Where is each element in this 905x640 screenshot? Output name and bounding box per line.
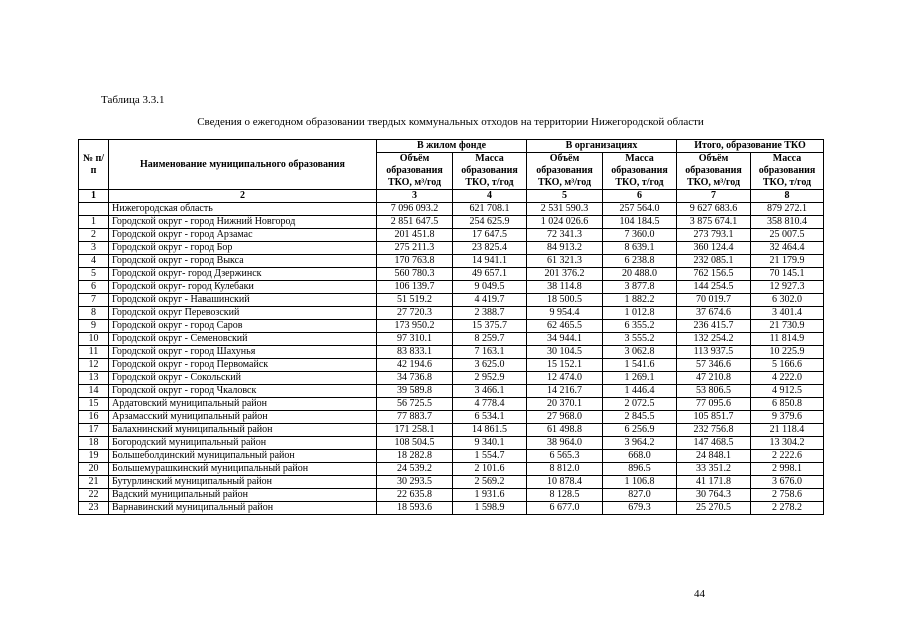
volume-total: 360 124.4 bbox=[677, 242, 751, 255]
mass-total: 21 730.9 bbox=[751, 320, 824, 333]
mass-orgs: 8 639.1 bbox=[603, 242, 677, 255]
mass-housing: 14 861.5 bbox=[453, 424, 527, 437]
volume-orgs: 27 968.0 bbox=[527, 411, 603, 424]
mass-orgs: 1 012.8 bbox=[603, 307, 677, 320]
volume-orgs: 38 114.8 bbox=[527, 281, 603, 294]
volume-total: 147 468.5 bbox=[677, 437, 751, 450]
volume-total: 37 674.6 bbox=[677, 307, 751, 320]
mass-orgs: 1 269.1 bbox=[603, 372, 677, 385]
volume-total: 41 171.8 bbox=[677, 476, 751, 489]
volume-housing: 97 310.1 bbox=[377, 333, 453, 346]
volume-total: 144 254.5 bbox=[677, 281, 751, 294]
volume-total: 70 019.7 bbox=[677, 294, 751, 307]
mass-orgs: 3 062.8 bbox=[603, 346, 677, 359]
mass-orgs: 827.0 bbox=[603, 489, 677, 502]
volume-housing: 27 720.3 bbox=[377, 307, 453, 320]
row-name: Городской округ - Сокольский bbox=[109, 372, 377, 385]
volume-orgs: 30 104.5 bbox=[527, 346, 603, 359]
row-number: 22 bbox=[79, 489, 109, 502]
volume-orgs: 10 878.4 bbox=[527, 476, 603, 489]
table-body bbox=[79, 203, 824, 515]
volume-total: 236 415.7 bbox=[677, 320, 751, 333]
row-number: 12 bbox=[79, 359, 109, 372]
volume-orgs: 201 376.2 bbox=[527, 268, 603, 281]
volume-housing: 560 780.3 bbox=[377, 268, 453, 281]
table-row bbox=[79, 307, 824, 320]
row-name: Городской округ - город Саров bbox=[109, 320, 377, 333]
row-number: 15 bbox=[79, 398, 109, 411]
mass-housing: 2 569.2 bbox=[453, 476, 527, 489]
mass-total: 6 850.8 bbox=[751, 398, 824, 411]
volume-orgs: 2 531 590.3 bbox=[527, 203, 603, 216]
volume-total: 57 346.6 bbox=[677, 359, 751, 372]
mass-housing: 1 598.9 bbox=[453, 502, 527, 515]
mass-orgs: 1 106.8 bbox=[603, 476, 677, 489]
mass-total: 3 401.4 bbox=[751, 307, 824, 320]
tko-table bbox=[78, 139, 824, 515]
mass-total: 2 998.1 bbox=[751, 463, 824, 476]
row-name: Городской округ - Семеновский bbox=[109, 333, 377, 346]
mass-housing: 8 259.7 bbox=[453, 333, 527, 346]
mass-housing: 4 419.7 bbox=[453, 294, 527, 307]
header-group-total: Итого, образование ТКО bbox=[677, 140, 824, 153]
mass-housing: 17 647.5 bbox=[453, 229, 527, 242]
mass-total: 4 912.5 bbox=[751, 385, 824, 398]
row-name: Городской округ - город Первомайск bbox=[109, 359, 377, 372]
table-row bbox=[79, 346, 824, 359]
row-number bbox=[79, 203, 109, 216]
mass-total: 70 145.1 bbox=[751, 268, 824, 281]
row-name: Городской округ - город Нижний Новгород bbox=[109, 216, 377, 229]
volume-orgs: 6 565.3 bbox=[527, 450, 603, 463]
mass-orgs: 1 541.6 bbox=[603, 359, 677, 372]
row-name: Большеболдинский муниципальный район bbox=[109, 450, 377, 463]
column-number: 4 bbox=[453, 190, 527, 203]
table-row bbox=[79, 398, 824, 411]
mass-orgs: 20 488.0 bbox=[603, 268, 677, 281]
volume-housing: 2 851 647.5 bbox=[377, 216, 453, 229]
row-name: Бутурлинский муниципальный район bbox=[109, 476, 377, 489]
volume-orgs: 8 128.5 bbox=[527, 489, 603, 502]
mass-housing: 1 931.6 bbox=[453, 489, 527, 502]
table-row bbox=[79, 372, 824, 385]
mass-total: 21 179.9 bbox=[751, 255, 824, 268]
volume-housing: 51 519.2 bbox=[377, 294, 453, 307]
row-number: 13 bbox=[79, 372, 109, 385]
volume-total: 232 085.1 bbox=[677, 255, 751, 268]
mass-housing: 2 388.7 bbox=[453, 307, 527, 320]
mass-orgs: 1 882.2 bbox=[603, 294, 677, 307]
mass-housing: 23 825.4 bbox=[453, 242, 527, 255]
volume-orgs: 6 677.0 bbox=[527, 502, 603, 515]
volume-total: 113 937.5 bbox=[677, 346, 751, 359]
mass-orgs: 6 256.9 bbox=[603, 424, 677, 437]
table-row bbox=[79, 294, 824, 307]
row-number: 7 bbox=[79, 294, 109, 307]
mass-total: 879 272.1 bbox=[751, 203, 824, 216]
table-row bbox=[79, 333, 824, 346]
header-mass-total: Масса образования ТКО, т/год bbox=[751, 153, 824, 190]
table-row bbox=[79, 229, 824, 242]
row-name: Богородский муниципальный район bbox=[109, 437, 377, 450]
row-number: 21 bbox=[79, 476, 109, 489]
volume-total: 132 254.2 bbox=[677, 333, 751, 346]
mass-housing: 9 049.5 bbox=[453, 281, 527, 294]
mass-orgs: 3 877.8 bbox=[603, 281, 677, 294]
mass-housing: 7 163.1 bbox=[453, 346, 527, 359]
row-name: Городской округ - город Шахунья bbox=[109, 346, 377, 359]
mass-orgs: 896.5 bbox=[603, 463, 677, 476]
table-row bbox=[79, 268, 824, 281]
mass-total: 10 225.9 bbox=[751, 346, 824, 359]
row-number: 3 bbox=[79, 242, 109, 255]
mass-housing: 254 625.9 bbox=[453, 216, 527, 229]
row-name: Балахнинский муниципальный район bbox=[109, 424, 377, 437]
mass-total: 4 222.0 bbox=[751, 372, 824, 385]
volume-housing: 170 763.8 bbox=[377, 255, 453, 268]
table-row bbox=[79, 242, 824, 255]
volume-total: 77 095.6 bbox=[677, 398, 751, 411]
volume-housing: 275 211.3 bbox=[377, 242, 453, 255]
row-number: 6 bbox=[79, 281, 109, 294]
volume-total: 33 351.2 bbox=[677, 463, 751, 476]
table-label: Таблица 3.3.1 bbox=[101, 94, 165, 106]
column-numbers-row bbox=[79, 190, 824, 203]
volume-orgs: 38 964.0 bbox=[527, 437, 603, 450]
table-row bbox=[79, 450, 824, 463]
volume-housing: 201 451.8 bbox=[377, 229, 453, 242]
mass-total: 11 814.9 bbox=[751, 333, 824, 346]
table-row bbox=[79, 216, 824, 229]
volume-total: 232 756.8 bbox=[677, 424, 751, 437]
mass-total: 32 464.4 bbox=[751, 242, 824, 255]
table-row bbox=[79, 255, 824, 268]
volume-total: 273 793.1 bbox=[677, 229, 751, 242]
volume-housing: 173 950.2 bbox=[377, 320, 453, 333]
volume-orgs: 72 341.3 bbox=[527, 229, 603, 242]
row-number: 11 bbox=[79, 346, 109, 359]
row-name: Городской округ- город Кулебаки bbox=[109, 281, 377, 294]
volume-housing: 30 293.5 bbox=[377, 476, 453, 489]
header-volume-housing: Объём образования ТКО, м³/год bbox=[377, 153, 453, 190]
row-number: 1 bbox=[79, 216, 109, 229]
volume-total: 47 210.8 bbox=[677, 372, 751, 385]
volume-total: 105 851.7 bbox=[677, 411, 751, 424]
mass-orgs: 1 446.4 bbox=[603, 385, 677, 398]
mass-orgs: 7 360.0 bbox=[603, 229, 677, 242]
table-row bbox=[79, 203, 824, 216]
row-name: Городской округ - Навашинский bbox=[109, 294, 377, 307]
volume-orgs: 61 321.3 bbox=[527, 255, 603, 268]
mass-total: 25 007.5 bbox=[751, 229, 824, 242]
row-name: Большемурашкинский муниципальный район bbox=[109, 463, 377, 476]
volume-orgs: 9 954.4 bbox=[527, 307, 603, 320]
mass-total: 3 676.0 bbox=[751, 476, 824, 489]
volume-housing: 106 139.7 bbox=[377, 281, 453, 294]
mass-total: 2 222.6 bbox=[751, 450, 824, 463]
table-row bbox=[79, 411, 824, 424]
mass-housing: 621 708.1 bbox=[453, 203, 527, 216]
volume-total: 30 764.3 bbox=[677, 489, 751, 502]
header-group-housing: В жилом фонде bbox=[377, 140, 527, 153]
header-name: Наименование муниципального образования bbox=[109, 140, 377, 190]
mass-total: 2 278.2 bbox=[751, 502, 824, 515]
mass-orgs: 3 964.2 bbox=[603, 437, 677, 450]
table-row bbox=[79, 385, 824, 398]
mass-total: 13 304.2 bbox=[751, 437, 824, 450]
header-num: № п/п bbox=[79, 140, 109, 190]
header-volume-orgs: Объём образования ТКО, м³/год bbox=[527, 153, 603, 190]
header-mass-housing: Масса образования ТКО, т/год bbox=[453, 153, 527, 190]
mass-orgs: 668.0 bbox=[603, 450, 677, 463]
mass-total: 12 927.3 bbox=[751, 281, 824, 294]
mass-housing: 1 554.7 bbox=[453, 450, 527, 463]
row-number: 23 bbox=[79, 502, 109, 515]
volume-orgs: 14 216.7 bbox=[527, 385, 603, 398]
mass-total: 358 810.4 bbox=[751, 216, 824, 229]
mass-housing: 3 466.1 bbox=[453, 385, 527, 398]
volume-total: 25 270.5 bbox=[677, 502, 751, 515]
volume-housing: 56 725.5 bbox=[377, 398, 453, 411]
volume-orgs: 15 152.1 bbox=[527, 359, 603, 372]
volume-orgs: 61 498.8 bbox=[527, 424, 603, 437]
column-number: 8 bbox=[751, 190, 824, 203]
mass-total: 2 758.6 bbox=[751, 489, 824, 502]
page-number: 44 bbox=[694, 588, 705, 600]
volume-housing: 171 258.1 bbox=[377, 424, 453, 437]
volume-orgs: 1 024 026.6 bbox=[527, 216, 603, 229]
volume-total: 3 875 674.1 bbox=[677, 216, 751, 229]
volume-orgs: 18 500.5 bbox=[527, 294, 603, 307]
row-number: 10 bbox=[79, 333, 109, 346]
row-number: 16 bbox=[79, 411, 109, 424]
table-row bbox=[79, 320, 824, 333]
volume-housing: 18 282.8 bbox=[377, 450, 453, 463]
volume-housing: 34 736.8 bbox=[377, 372, 453, 385]
table-row bbox=[79, 437, 824, 450]
mass-housing: 4 778.4 bbox=[453, 398, 527, 411]
mass-housing: 3 625.0 bbox=[453, 359, 527, 372]
mass-housing: 14 941.1 bbox=[453, 255, 527, 268]
volume-housing: 39 589.8 bbox=[377, 385, 453, 398]
volume-housing: 83 833.1 bbox=[377, 346, 453, 359]
volume-orgs: 84 913.2 bbox=[527, 242, 603, 255]
table-row bbox=[79, 502, 824, 515]
volume-housing: 24 539.2 bbox=[377, 463, 453, 476]
volume-housing: 7 096 093.2 bbox=[377, 203, 453, 216]
mass-orgs: 257 564.0 bbox=[603, 203, 677, 216]
table-row bbox=[79, 359, 824, 372]
row-name: Городской округ- город Дзержинск bbox=[109, 268, 377, 281]
volume-orgs: 12 474.0 bbox=[527, 372, 603, 385]
row-name: Городской округ - город Чкаловск bbox=[109, 385, 377, 398]
column-number: 6 bbox=[603, 190, 677, 203]
column-number: 3 bbox=[377, 190, 453, 203]
column-number: 5 bbox=[527, 190, 603, 203]
volume-total: 762 156.5 bbox=[677, 268, 751, 281]
volume-orgs: 20 370.1 bbox=[527, 398, 603, 411]
volume-housing: 108 504.5 bbox=[377, 437, 453, 450]
row-name: Городской округ - город Арзамас bbox=[109, 229, 377, 242]
row-name: Городской округ Перевозский bbox=[109, 307, 377, 320]
row-number: 4 bbox=[79, 255, 109, 268]
column-number: 2 bbox=[109, 190, 377, 203]
row-number: 9 bbox=[79, 320, 109, 333]
mass-total: 5 166.6 bbox=[751, 359, 824, 372]
mass-orgs: 2 845.5 bbox=[603, 411, 677, 424]
volume-housing: 22 635.8 bbox=[377, 489, 453, 502]
mass-orgs: 3 555.2 bbox=[603, 333, 677, 346]
row-number: 17 bbox=[79, 424, 109, 437]
table-row bbox=[79, 476, 824, 489]
volume-total: 9 627 683.6 bbox=[677, 203, 751, 216]
column-number: 1 bbox=[79, 190, 109, 203]
volume-housing: 77 883.7 bbox=[377, 411, 453, 424]
volume-total: 24 848.1 bbox=[677, 450, 751, 463]
table-row bbox=[79, 489, 824, 502]
row-name: Вадский муниципальный район bbox=[109, 489, 377, 502]
mass-total: 6 302.0 bbox=[751, 294, 824, 307]
mass-housing: 6 534.1 bbox=[453, 411, 527, 424]
volume-housing: 42 194.6 bbox=[377, 359, 453, 372]
row-name: Городской округ - город Бор bbox=[109, 242, 377, 255]
row-number: 2 bbox=[79, 229, 109, 242]
table-caption: Сведения о ежегодном образовании твердых коммунальных отходов на территории Нижегородской области bbox=[197, 116, 704, 128]
row-name: Варнавинский муниципальный район bbox=[109, 502, 377, 515]
column-number: 7 bbox=[677, 190, 751, 203]
row-name: Арзамасский муниципальный район bbox=[109, 411, 377, 424]
mass-orgs: 104 184.5 bbox=[603, 216, 677, 229]
header-group-orgs: В организациях bbox=[527, 140, 677, 153]
row-name: Нижегородская область bbox=[109, 203, 377, 216]
header-volume-total: Объём образования ТКО, м³/год bbox=[677, 153, 751, 190]
row-number: 8 bbox=[79, 307, 109, 320]
volume-orgs: 34 944.1 bbox=[527, 333, 603, 346]
mass-orgs: 6 355.2 bbox=[603, 320, 677, 333]
mass-housing: 49 657.1 bbox=[453, 268, 527, 281]
mass-housing: 9 340.1 bbox=[453, 437, 527, 450]
mass-housing: 2 952.9 bbox=[453, 372, 527, 385]
volume-orgs: 8 812.0 bbox=[527, 463, 603, 476]
mass-orgs: 6 238.8 bbox=[603, 255, 677, 268]
row-name: Ардатовский муниципальный район bbox=[109, 398, 377, 411]
header-mass-orgs: Масса образования ТКО, т/год bbox=[603, 153, 677, 190]
mass-total: 21 118.4 bbox=[751, 424, 824, 437]
table-row bbox=[79, 424, 824, 437]
mass-housing: 15 375.7 bbox=[453, 320, 527, 333]
row-number: 20 bbox=[79, 463, 109, 476]
table-row bbox=[79, 281, 824, 294]
row-number: 18 bbox=[79, 437, 109, 450]
row-name: Городской округ - город Выкса bbox=[109, 255, 377, 268]
mass-orgs: 679.3 bbox=[603, 502, 677, 515]
volume-total: 53 806.5 bbox=[677, 385, 751, 398]
volume-housing: 18 593.6 bbox=[377, 502, 453, 515]
mass-housing: 2 101.6 bbox=[453, 463, 527, 476]
row-number: 5 bbox=[79, 268, 109, 281]
mass-total: 9 379.6 bbox=[751, 411, 824, 424]
table-row bbox=[79, 463, 824, 476]
row-number: 14 bbox=[79, 385, 109, 398]
row-number: 19 bbox=[79, 450, 109, 463]
volume-orgs: 62 465.5 bbox=[527, 320, 603, 333]
mass-orgs: 2 072.5 bbox=[603, 398, 677, 411]
